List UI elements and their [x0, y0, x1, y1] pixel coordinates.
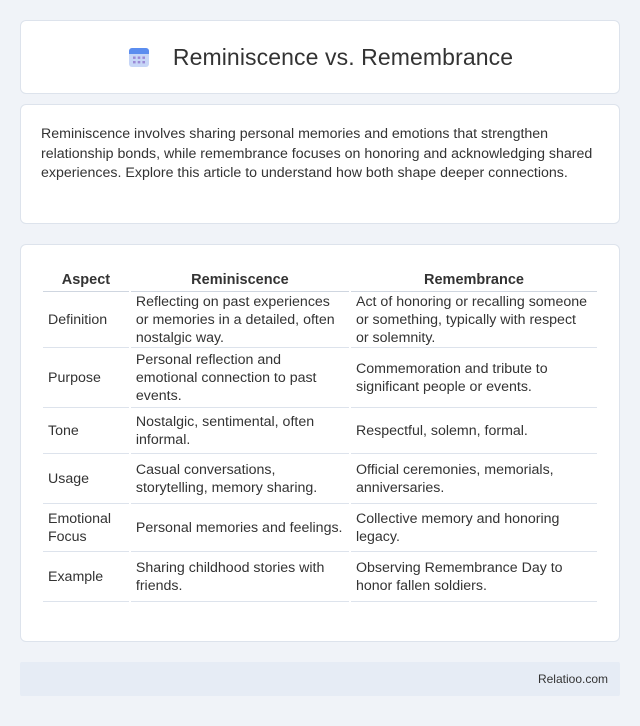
aspect-cell: Purpose	[43, 348, 129, 408]
header-reminiscence: Reminiscence	[131, 265, 349, 292]
remembrance-cell: Respectful, solemn, formal.	[351, 408, 597, 454]
footer-brand-link[interactable]: Relatioo.com	[537, 672, 608, 686]
reminiscence-cell: Nostalgic, sentimental, often informal.	[131, 408, 349, 454]
remembrance-cell: Observing Remembrance Day to honor fallen soldiers.	[351, 552, 597, 602]
table-row	[43, 292, 597, 348]
title-card	[20, 20, 620, 94]
calendar-icon	[127, 45, 151, 69]
header-remembrance: Remembrance	[351, 265, 597, 292]
reminiscence-cell: Casual conversations, storytelling, memory sharing.	[131, 454, 349, 504]
remembrance-cell: Commemoration and tribute to significant people or events.	[351, 348, 597, 408]
table-row	[43, 348, 597, 408]
aspect-cell: Tone	[43, 408, 129, 454]
aspect-cell: Emotional Focus	[43, 504, 129, 552]
table-row	[43, 454, 597, 504]
aspect-cell: Definition	[43, 292, 129, 348]
table-row	[43, 552, 597, 602]
reminiscence-cell: Sharing childhood stories with friends.	[131, 552, 349, 602]
aspect-cell: Example	[43, 552, 129, 602]
intro-card	[20, 104, 620, 224]
page-title: Reminiscence vs. Remembrance	[172, 43, 514, 70]
remembrance-cell: Official ceremonies, memorials, anniversaries.	[351, 454, 597, 504]
table-header-row	[43, 265, 597, 292]
header-aspect: Aspect	[43, 265, 129, 292]
intro-text: Reminiscence involves sharing personal memories and emotions that strengthen relationship bonds, while remembrance focuses on honoring and acknowledging shared experiences. Explore this article to understand how both shape deeper connections.	[41, 126, 593, 181]
comparison-card	[20, 244, 620, 642]
remembrance-cell: Collective memory and honoring legacy.	[351, 504, 597, 552]
aspect-cell: Usage	[43, 454, 129, 504]
remembrance-cell: Act of honoring or recalling someone or something, typically with respect or solemnity.	[351, 292, 597, 348]
table-row	[43, 408, 597, 454]
table-row	[43, 504, 597, 552]
reminiscence-cell: Personal reflection and emotional connection to past events.	[131, 348, 349, 408]
comparison-table	[41, 265, 599, 602]
reminiscence-cell: Personal memories and feelings.	[131, 504, 349, 552]
footer	[20, 662, 620, 696]
reminiscence-cell: Reflecting on past experiences or memories in a detailed, often nostalgic way.	[131, 292, 349, 348]
